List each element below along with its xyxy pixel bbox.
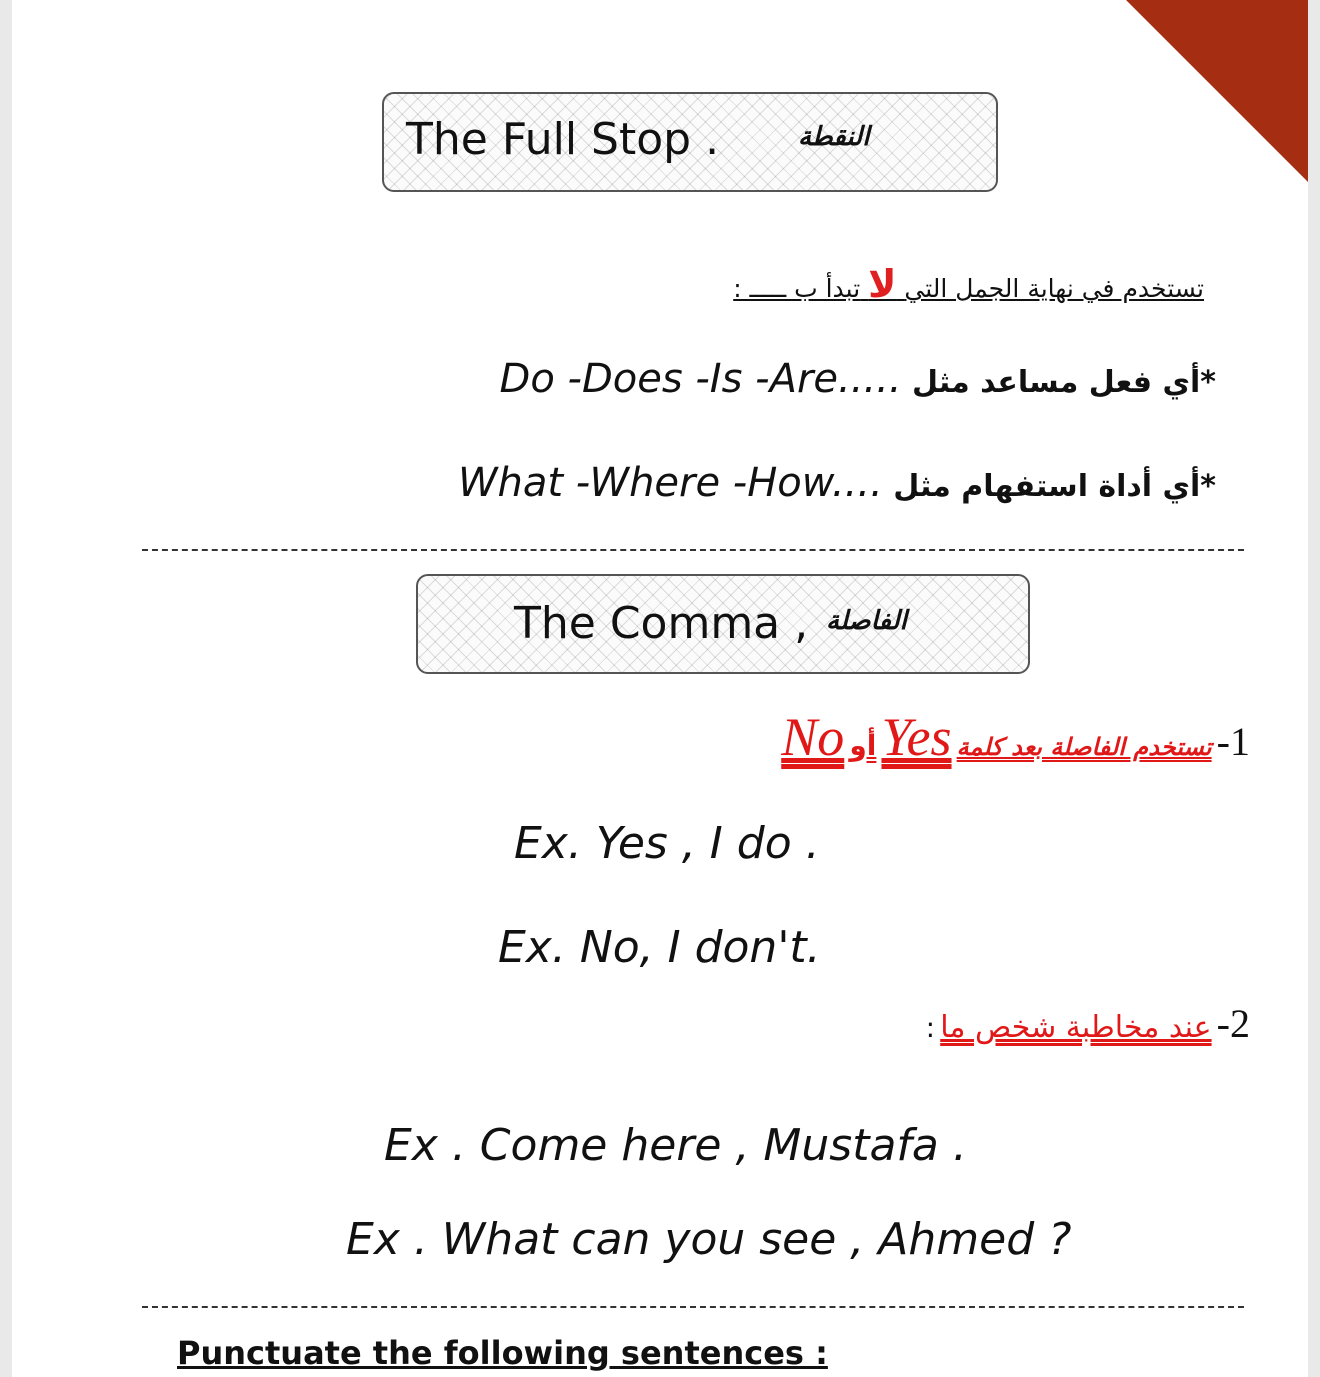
comma-title-arabic: الفاصلة [826,606,907,636]
intro-text-end: تبدأ ب ـــــ : [733,274,861,303]
rule1-arabic: تستخدم الفاصلة بعد كلمة [956,733,1212,761]
rule-question-arabic: *أي أداة استفهام مثل [893,469,1216,504]
full-stop-title-box [382,92,998,192]
rule2-number: 2- [1216,1001,1250,1046]
example-what-can-you-see: Ex . What can you see , Ahmed ? [346,1214,1072,1265]
rule1-or: أو [849,729,877,762]
example-yes: Ex. Yes , I do . [514,818,820,869]
comma-title-box [416,574,1030,674]
section-divider [142,549,1244,551]
worksheet-page [12,0,1308,1377]
corner-decoration [1126,0,1308,182]
exercise-heading: Punctuate the following sentences : [177,1334,828,1372]
comma-title: The Comma , [514,598,809,649]
full-stop-intro [733,262,1204,306]
rule-auxiliary-arabic: *أي فعل مساعد مثل [912,365,1216,400]
rule2-colon: : [925,1011,936,1044]
comma-rule-addressing [926,1000,1250,1047]
comma-rule-yes-no [781,706,1250,768]
intro-text-start: تستخدم في نهاية الجمل التي [904,274,1204,303]
rule1-yes: Yes [881,707,952,767]
example-come-here: Ex . Come here , Mustafa . [384,1120,967,1171]
rule-question-examples: What -Where -How.... [457,460,883,506]
full-stop-title: The Full Stop . [406,114,720,165]
rule1-no: No [781,707,845,767]
full-stop-rule-auxiliary [500,356,1216,402]
rule-auxiliary-examples: Do -Does -Is -Are..... [499,356,902,402]
section-divider-bottom [142,1306,1244,1308]
intro-negation: لا [868,262,897,306]
rule2-arabic: عند مخاطبة شخص ما [940,1010,1212,1045]
example-no: Ex. No, I don't. [498,922,821,973]
full-stop-title-arabic: النقطة [798,122,870,152]
full-stop-rule-question-words [458,460,1216,506]
rule1-number: 1- [1216,719,1250,764]
